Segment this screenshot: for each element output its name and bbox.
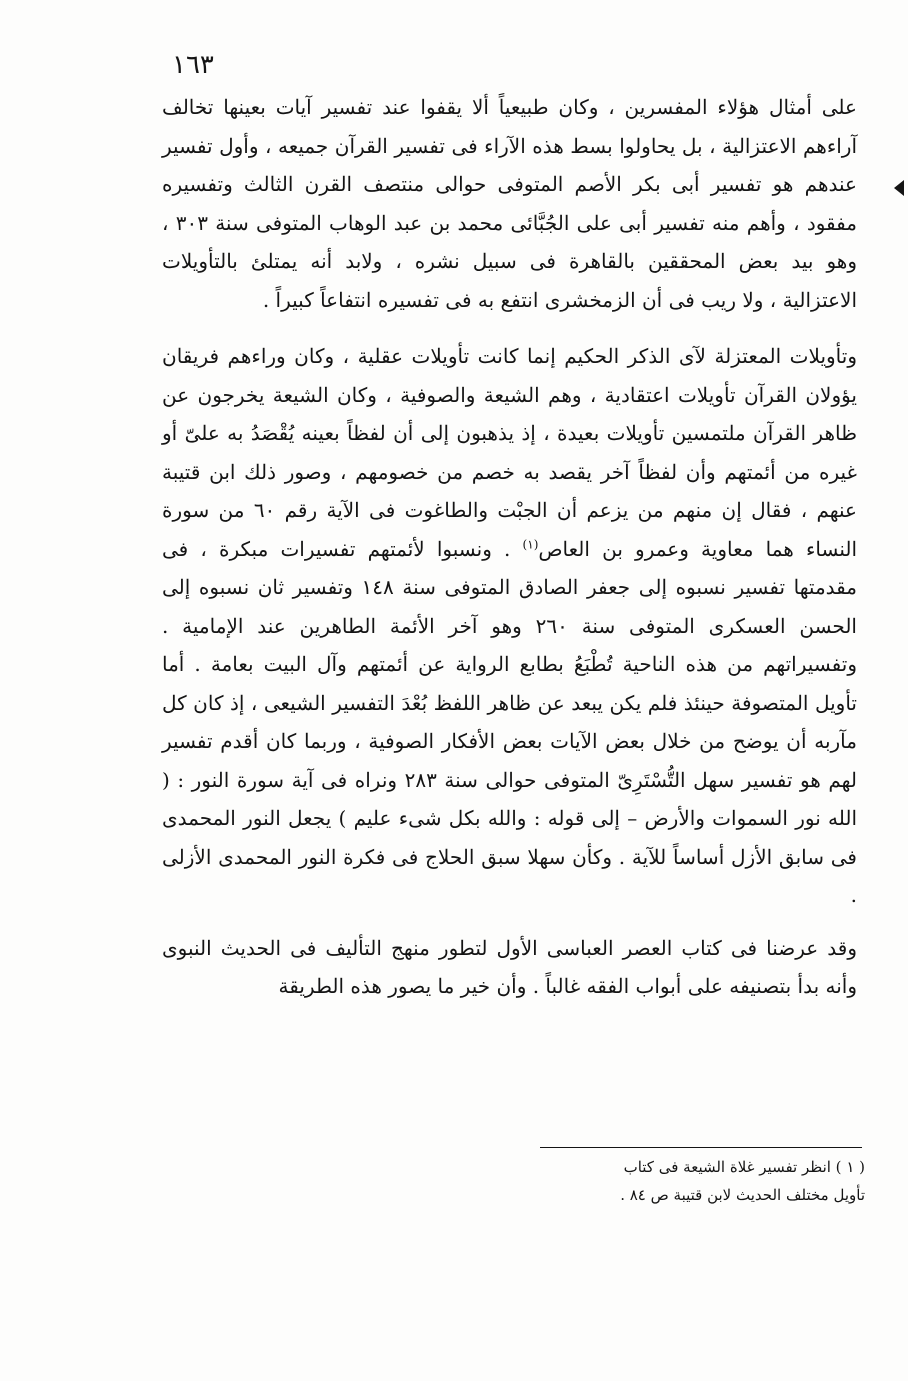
paragraph-2-continuation: . ونسبوا لأئمتهم تفسيرات مبكرة ، فى مقدمتها تفسير نسبوه إلى جعفر الصادق المتوفى سنة ١٤٨ وتفسير ثان نسبوه إلى الحسن العسكرى المتوفى سنة ٢٦٠ وهو آخر الأئمة الطاهرين عند الإمامية . وتفسيراتهم من هذه الناحية تُطْبَعُ بطابع الرواية عن أئمتهم وآل البيت بعامة . أما تأويل المتصوفة حينئذ فلم يكن يبعد عن ظاهر اللفظ بُعْدَ التفسير الشيعى ، إذ كان كل مآربه أن يوضح من خلال بعض الآيات بعض الأفكار الصوفية ، وربما كان أقدم تفسير لهم هو تفسير سهل التُّسْتَرِىّ المتوفى حوالى سنة ٢٨٣ ونراه فى آية سورة النور : ( الله نور السموات والأرض – إلى قوله : والله بكل شىء عليم ) يجعل النور المحمدى فى سابق الأزل أساساً للآية . وكأن سهلا سبق الحلاج فى فكرة النور المحمدى الأزلى . [162, 536, 858, 907]
footnote-reference[interactable]: (١) [522, 536, 539, 551]
footnotes [520, 1153, 865, 1209]
footnote-line-2: تأويل مختلف الحديث لابن قتيبة ص ٨٤ . [620, 1186, 865, 1204]
paragraph-2 [162, 337, 857, 915]
footnote-line-1: ( ١ ) انظر تفسير غلاة الشيعة فى كتاب [623, 1158, 865, 1176]
footnote-divider [540, 1147, 862, 1148]
page-number: ١٦٣ [172, 50, 214, 80]
paragraph-1: على أمثال هؤلاء المفسرين ، وكان طبيعياً ألا يقفوا عند تفسير آيات بعينها تخالف آراءهم الاعتزالية ، بل يحاولوا بسط هذه الآراء فى تفسير القرآن جميعه ، وأول تفسير عندهم هو تفسير أبى بكر الأصم المتوفى حوالى منتصف القرن الثالث وتفسيره مفقود ، وأهم منه تفسير أبى على الجُبَّائى محمد بن عبد الوهاب المتوفى سنة ٣٠٣ ، وهو بيد بعض المحققين بالقاهرة فى سبيل نشره ، ولابد أنه يمتلئ بالتأويلات الاعتزالية ، ولا ريب فى أن الزمخشرى انتفع به فى تفسيره انتفاعاً كبيراً . [162, 95, 857, 312]
paragraph-3: وقد عرضنا فى كتاب العصر العباسى الأول لتطور منهج التأليف فى الحديث النبوى وأنه بدأ بتصنيفه على أبواب الفقه غالباً . وأن خير ما يصور هذه الطريقة [162, 935, 857, 998]
body-text [162, 88, 857, 1006]
margin-arrow-icon [894, 180, 904, 196]
paragraph-2-text: وتأويلات المعتزلة لآى الذكر الحكيم إنما كانت تأويلات عقلية ، وكان وراءهم فريقان يؤولان القرآن تأويلات اعتقادية ، وهم الشيعة والصوفية ، وكان الشيعة يخرجون عن ظاهر القرآن ملتمسين تأويلات بعيدة ، إذ يذهبون إلى أن لفظاً بعينه يُقْصَدُ به علىّ أو غيره من أئمتهم وأن لفظاً آخر يقصد به خصم من خصومهم ، وصور ذلك ابن قتيبة عنهم ، فقال إن منهم من يزعم أن الجبْت والطاغوت فى الآية رقم ٦٠ من سورة النساء هما معاوية وعمرو بن العاص [162, 344, 858, 561]
